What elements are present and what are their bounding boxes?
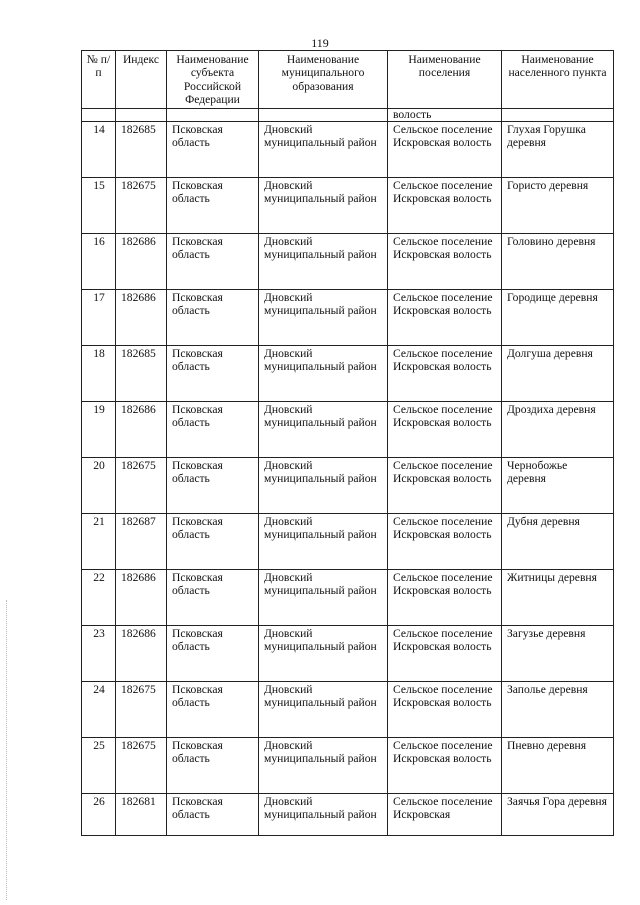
cell-settlement: Сельское поселение Искровская волость (388, 514, 502, 570)
cell-locality: Гористо деревня (502, 178, 614, 234)
cell-municipality: Дновский муниципальный район (259, 570, 388, 626)
cell-municipality: Дновский муниципальный район (259, 290, 388, 346)
cell-municipality: Дновский муниципальный район (259, 234, 388, 290)
cell-subject: Псковская область (167, 514, 259, 570)
header-settlement: Наименование поселения (388, 51, 502, 109)
cell-number (82, 109, 116, 122)
cell-settlement: Сельское поселение Искровская волость (388, 290, 502, 346)
cell-settlement: Сельское поселение Искровская волость (388, 458, 502, 514)
cell-number: 21 (82, 514, 116, 570)
cell-number: 22 (82, 570, 116, 626)
cell-subject: Псковская область (167, 178, 259, 234)
table-row (82, 122, 614, 178)
cell-index (116, 109, 167, 122)
table-row (82, 514, 614, 570)
table-row (82, 626, 614, 682)
header-municipality: Наименование муниципального образования (259, 51, 388, 109)
cell-settlement: Сельское поселение Искровская волость (388, 178, 502, 234)
cell-settlement: Сельское поселение Искровская волость (388, 738, 502, 794)
header-index: Индекс (116, 51, 167, 109)
cell-settlement: Сельское поселение Искровская (388, 794, 502, 836)
cell-municipality: Дновский муниципальный район (259, 738, 388, 794)
cell-locality: Заполье деревня (502, 682, 614, 738)
cell-number: 14 (82, 122, 116, 178)
cell-settlement: Сельское поселение Искровская волость (388, 570, 502, 626)
cell-locality: Чернобожье деревня (502, 458, 614, 514)
cell-subject: Псковская область (167, 346, 259, 402)
cell-subject: Псковская область (167, 234, 259, 290)
cell-locality: Житницы деревня (502, 570, 614, 626)
cell-locality: Долгуша деревня (502, 346, 614, 402)
cell-number: 17 (82, 290, 116, 346)
cell-number: 23 (82, 626, 116, 682)
table-row (82, 458, 614, 514)
cell-locality (502, 109, 614, 122)
header-number: № п/п (82, 51, 116, 109)
table-row (82, 234, 614, 290)
cell-subject (167, 109, 259, 122)
cell-settlement: Сельское поселение Искровская волость (388, 234, 502, 290)
table-row (82, 178, 614, 234)
cell-municipality: Дновский муниципальный район (259, 458, 388, 514)
continuation-row (82, 109, 614, 122)
locality-registry-table (81, 50, 614, 836)
cell-number: 19 (82, 402, 116, 458)
table-row (82, 682, 614, 738)
cell-locality: Загузье деревня (502, 626, 614, 682)
cell-number: 18 (82, 346, 116, 402)
cell-locality: Дубня деревня (502, 514, 614, 570)
cell-subject: Псковская область (167, 458, 259, 514)
cell-settlement: Сельское поселение Искровская волость (388, 682, 502, 738)
cell-subject: Псковская область (167, 794, 259, 836)
cell-index: 182675 (116, 738, 167, 794)
cell-index: 182687 (116, 514, 167, 570)
cell-index: 182686 (116, 570, 167, 626)
cell-locality: Дроздиха деревня (502, 402, 614, 458)
cell-subject: Псковская область (167, 570, 259, 626)
cell-municipality: Дновский муниципальный район (259, 794, 388, 836)
cell-locality: Городище деревня (502, 290, 614, 346)
cell-locality: Пневно деревня (502, 738, 614, 794)
cell-number: 20 (82, 458, 116, 514)
table-header-row (82, 51, 614, 109)
cell-number: 16 (82, 234, 116, 290)
cell-subject: Псковская область (167, 402, 259, 458)
cell-index: 182686 (116, 290, 167, 346)
cell-number: 26 (82, 794, 116, 836)
cell-settlement: волость (388, 109, 502, 122)
table-row (82, 738, 614, 794)
cell-index: 182675 (116, 682, 167, 738)
page-number: 119 (311, 36, 329, 50)
cell-index: 182675 (116, 458, 167, 514)
cell-index: 182685 (116, 346, 167, 402)
header-subject: Наименование субъекта Российской Федерации (167, 51, 259, 109)
cell-index: 182686 (116, 234, 167, 290)
cell-subject: Псковская область (167, 290, 259, 346)
cell-subject: Псковская область (167, 738, 259, 794)
cell-number: 25 (82, 738, 116, 794)
cell-settlement: Сельское поселение Искровская волость (388, 346, 502, 402)
cell-index: 182686 (116, 402, 167, 458)
scan-edge-divider (6, 600, 8, 900)
table-row (82, 290, 614, 346)
cell-municipality: Дновский муниципальный район (259, 178, 388, 234)
cell-locality: Головино деревня (502, 234, 614, 290)
header-locality: Наименование населенного пункта (502, 51, 614, 109)
table-row (82, 794, 614, 836)
cell-municipality: Дновский муниципальный район (259, 626, 388, 682)
cell-municipality (259, 109, 388, 122)
cell-index: 182681 (116, 794, 167, 836)
cell-subject: Псковская область (167, 682, 259, 738)
cell-number: 15 (82, 178, 116, 234)
cell-index: 182686 (116, 626, 167, 682)
cell-settlement: Сельское поселение Искровская волость (388, 402, 502, 458)
cell-municipality: Дновский муниципальный район (259, 682, 388, 738)
cell-locality: Глухая Горушка деревня (502, 122, 614, 178)
table-row (82, 402, 614, 458)
cell-municipality: Дновский муниципальный район (259, 346, 388, 402)
cell-municipality: Дновский муниципальный район (259, 514, 388, 570)
cell-index: 182685 (116, 122, 167, 178)
cell-number: 24 (82, 682, 116, 738)
cell-locality: Заячья Гора деревня (502, 794, 614, 836)
cell-municipality: Дновский муниципальный район (259, 402, 388, 458)
cell-subject: Псковская область (167, 626, 259, 682)
cell-settlement: Сельское поселение Искровская волость (388, 626, 502, 682)
cell-index: 182675 (116, 178, 167, 234)
cell-settlement: Сельское поселение Искровская волость (388, 122, 502, 178)
cell-municipality: Дновский муниципальный район (259, 122, 388, 178)
cell-subject: Псковская область (167, 122, 259, 178)
table-row (82, 346, 614, 402)
table-row (82, 570, 614, 626)
